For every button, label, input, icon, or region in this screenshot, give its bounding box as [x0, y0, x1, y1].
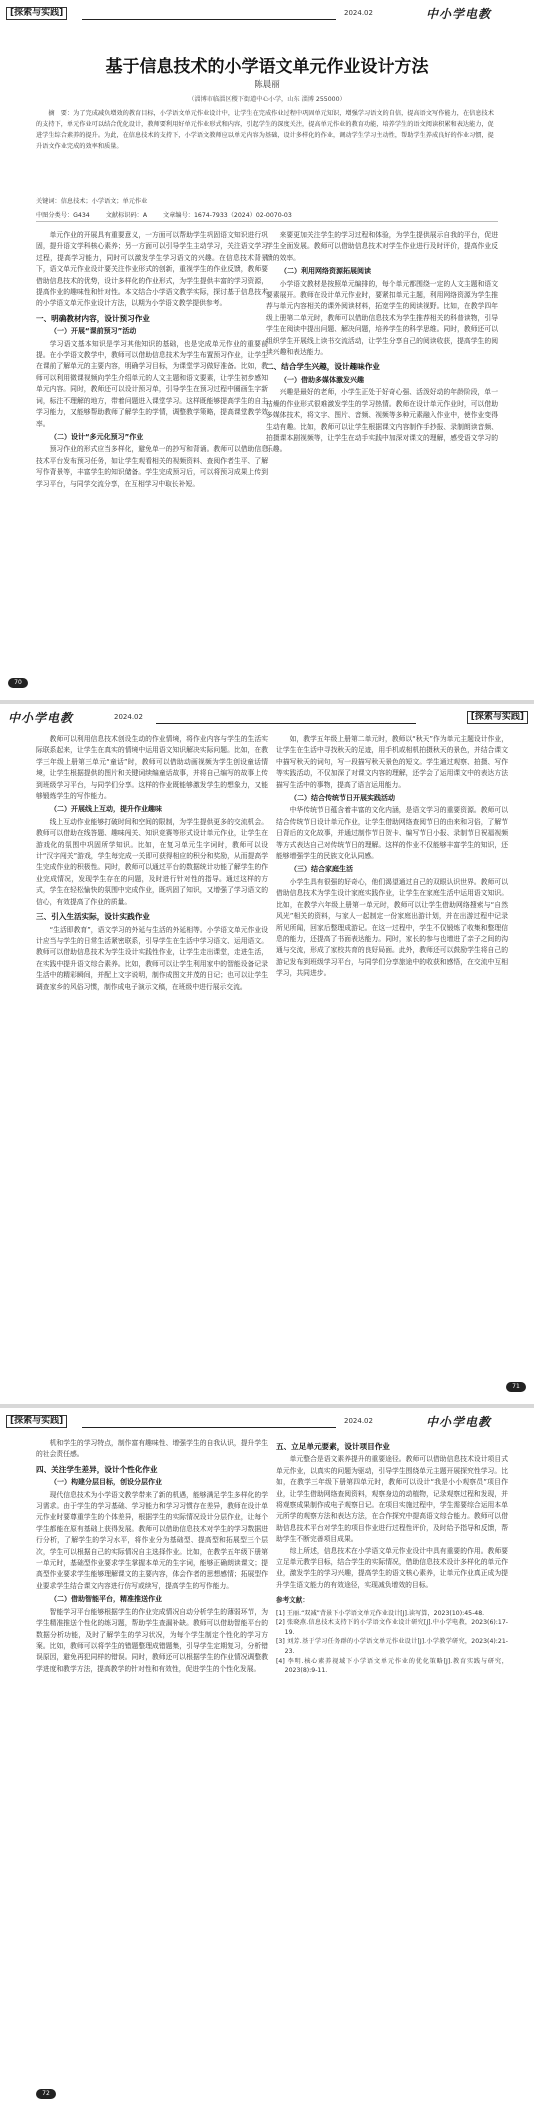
text-column-left — [36, 734, 268, 1384]
magazine-logo: 中小学电教 — [8, 711, 74, 725]
paper-title: 基于信息技术的小学语文单元作业设计方法 — [105, 57, 429, 77]
reference-entry: [4] 李明.核心素养视域下小学语文单元作业的优化策略[J].教育实践与研究，2023(8):9-11. — [276, 1657, 508, 1675]
text-column-right — [276, 1438, 508, 2078]
page-2 — [0, 704, 534, 1404]
abstract-divider — [36, 221, 498, 222]
body-paragraph: 学习语文基本知识是学习其他知识的基础，也是完成单元作业的重要前提。在小学语文教学中，教师可以借助信息技术为学生布置预习作业，让学生在课前了解单元的主要内容，明确学习目标，为课堂学习做好准备。比如，教师可以利用微课视频向学生介绍单元的人文主题和语文要素，让学生初步感知单元内容。同时，教师还可以设计预习单，引导学生在预习过程中圈画生字新词，标注不理解的地方，带着问题进入课堂学习。这样既能够提高学生的自主学习能力，又能够帮助教师了解学生的学情，调整教学策略，提高课堂教学效率。 — [36, 339, 268, 428]
references-heading: 参考文献： — [276, 1596, 309, 1605]
text-column-left — [36, 230, 268, 670]
abstract-text: 摘 要：为了完成减负增效的教育目标，小学语文单元作业设计中，让学生在完成作业过程中巩固单元知识，增强学习语文的自信，提高语文写作能力，在信息技术的支持下，单元作业可以结合优化设计，教师要利用好单元作业形式和内容，引起学生的深度关注，提高单元作业的教育功能，培养学生的语文阅读积累和表达能力，促进学生综合素养的提升。为此，在信息技术的支持下，小学语文教师应以单元内容为基础，设计多样化的作业，调动学生学习主动性，帮助学生养成良好的作业习惯，提升语文作业完成的效率和质量。 — [36, 110, 494, 150]
article-number: 文章编号：1674-7933（2024）02-0070-03 — [163, 212, 292, 219]
subsection-heading: （二）设计“多元化预习”作业 — [50, 432, 144, 441]
body-paragraph: 小学语文教材是按照单元编排的，每个单元都围绕一定的人文主题和语文要素展开。教师在设计单元作业时，要紧扣单元主题，利用网络资源为学生推荐与单元内容相关的课外阅读材料，拓宽学生的阅读视野。比如，在教学四年级上册第二单元时，教师可以借助信息技术为学生推荐相关的科普读物，引导学生在阅读中提出问题、解决问题，培养学生的科学思维。同时，教师还可以组织学生开展线上读书交流活动，让学生分享自己的阅读收获，提高学生的阅读兴趣和表达能力。 — [266, 279, 498, 357]
issue-date: 2024.02 — [114, 713, 143, 721]
section-tag: [探索与实践] — [6, 1415, 67, 1428]
page-1 — [0, 0, 534, 700]
page-header — [6, 1414, 528, 1429]
body-paragraph: 现代信息技术为小学语文教学带来了新的机遇，能够满足学生多样化的学习需求。由于学生的学习基础、学习能力和学习习惯存在差异，教师在设计单元作业时要尊重学生的个体差异，根据学生的实际情况设计分层作业，让每个学生都能在原有基础上获得发展。教师可以借助信息技术对学生的学习数据进行分析，了解学生的学习水平，将作业分为基础型、提高型和拓展型三个层次，学生可以根据自己的实际情况自主选择作业。比如，在教学五年级下册第一单元时，基础型作业要求学生掌握本单元的生字词，能够正确朗读课文；提高型作业要求学生能够理解课文的主要内容，体会作者的思想感情；拓展型作业要求学生结合课文内容进行仿写或续写，提高学生的写作能力。 — [36, 1490, 268, 1590]
body-paragraph: 线上互动作业能够打破时间和空间的限制，为学生提供更多的交流机会。教师可以借助在线答题、趣味闯关、知识竞赛等形式设计单元作业，让学生在游戏化的氛围中巩固所学知识。比如，在复习单元生字词时，教师可以设计“汉字闯关”游戏，学生每完成一关即可获得相应的积分和奖励，从而提高学生完成作业的积极性。同时，教师可以通过平台的数据统计功能了解学生的作业完成情况，发现学生存在的问题，及时进行针对性的指导。通过这样的方式，学生在轻松愉快的氛围中完成作业，既巩固了知识，又增强了学习语文的信心，有效提高了作业的质量。 — [36, 817, 268, 906]
page-number: 71 — [506, 1382, 526, 1392]
keywords: 关键词：信息技术；小学语文；单元作业 — [36, 198, 148, 205]
text-column-right — [276, 734, 508, 1384]
abstract — [36, 108, 498, 152]
subsection-heading: （三）结合家庭生活 — [290, 865, 353, 874]
header-rule — [82, 19, 336, 20]
reference-entry: [2] 张晓燕.信息技术支持下的小学语文作业设计研究[J].中小学电教，2023(6):17-19. — [276, 1619, 508, 1636]
section-heading: 三、引入生活实际，设计实践作业 — [36, 912, 150, 922]
header-rule — [156, 723, 416, 724]
header-rule — [82, 1427, 336, 1428]
subsection-heading: （二）借助智能平台，精准推送作业 — [50, 1595, 162, 1604]
text-column-left — [36, 1438, 268, 2078]
page-header — [6, 6, 528, 21]
section-heading: 四、关注学生差异，设计个性化作业 — [36, 1464, 158, 1474]
text-column-right — [266, 230, 498, 670]
subsection-heading: （二）利用网络资源拓展阅读 — [280, 267, 371, 276]
section-heading: 二、结合学生兴趣，设计趣味作业 — [266, 362, 380, 372]
body-paragraph: 中华传统节日蕴含着丰富的文化内涵，是语文学习的重要资源。教师可以结合传统节日设计单元作业，让学生借助网络查阅节日的由来和习俗，了解节日背后的文化故事，并通过制作节日贺卡、编写节日小报、录制节日祝福视频等方式表达自己对传统节日的理解。这样的作业不仅能够丰富学生的知识，还能够增强学生的民族文化认同感。 — [276, 806, 508, 861]
section-heading: 五、立足单元要素，设计项目作业 — [276, 1442, 390, 1451]
issue-date: 2024.02 — [344, 1417, 373, 1425]
section-heading: 一、明确教材内容，设计预习作业 — [36, 313, 150, 323]
body-paragraph: 兴趣是最好的老师，小学生正处于好奇心强、活泼好动的年龄阶段，单一枯燥的作业形式很难激发学生的学习热情。教师在设计单元作业时，可以借助多媒体技术，将文字、图片、音频、视频等多种元素融入作业中，使作业变得生动有趣。比如，教师可以让学生根据课文内容制作手抄报、录制朗读音频、拍摄课本剧视频等，让学生在动手实践中加深对课文的理解，感受语文学习的乐趣。 — [266, 388, 498, 454]
subsection-heading: （一）开展“课前预习”活动 — [50, 327, 137, 336]
subsection-heading: （一）构建分层目标，创设分层作业 — [50, 1478, 162, 1487]
document-code: 文献标识码：A — [105, 212, 148, 219]
body-paragraph: “生活即教育”，语文学习的外延与生活的外延相等。小学语文单元作业设计应当与学生的日常生活紧密联系，引导学生在生活中学习语文、运用语文。教师可以借助信息技术为学生设计实践性作业，让学生走出课堂，走进生活，在实践中提升语文综合素养。比如，教师可以让学生利用家中的智能设备记录生活中的精彩瞬间，并配上文字说明，制作成图文并茂的日记；也可以让学生调查家乡的风俗习惯，制作成电子演示文稿，在班级中进行展示交流。 — [36, 925, 268, 991]
body-paragraph: 智能学习平台能够根据学生的作业完成情况自动分析学生的薄弱环节，为学生精准推送个性化的练习题，帮助学生查漏补缺。教师可以借助智能平台的数据分析功能，及时了解学生的学习状况，为每个学生制定个性化的学习方案。比如，教师可以将学生的错题整理成错题集，引导学生定期复习，分析错误原因，避免再犯同样的错误。同时，教师还可以根据学生的作业情况调整教学进度和教学方法，提高教学的针对性和有效性，促进学生的个性化发展。 — [36, 1607, 268, 1673]
body-paragraph: 教师可以利用信息技术创设生动的作业情境，将作业内容与学生的生活实际联系起来，让学生在真实的情境中运用语文知识解决实际问题。比如，在教学三年级上册第三单元“童话”时，教师可以借助动画视频为学生创设童话情境，让学生根据提供的图片和关键词续编童话故事，并将自己编写的故事上传到班级学习平台，与同学们分享。这样的作业既能够激发学生的想象力，又能够锻炼学生的写作能力。 — [36, 735, 268, 801]
page-number: 72 — [36, 2089, 56, 2099]
body-paragraph: 来要更加关注学生的学习过程和体验，为学生提供展示自我的平台，促进学生全面发展。教师可以借助信息技术对学生作业进行及时评价，提高作业反馈的效率。 — [266, 231, 498, 262]
author-name: 陈晨丽 — [254, 80, 280, 90]
page-3 — [0, 1408, 534, 2111]
subsection-heading: （一）借助多媒体激发兴趣 — [280, 375, 364, 384]
issue-date: 2024.02 — [344, 9, 373, 17]
body-paragraph: 综上所述，信息技术在小学语文单元作业设计中具有重要的作用。教师要立足单元教学目标，结合学生的实际情况，借助信息技术设计多样化的单元作业，激发学生的学习兴趣，提高学生的语文核心素养，让单元作业真正成为提升学生语文能力的有效途径，实现减负增效的目标。 — [276, 1546, 508, 1589]
section-tag: [探索与实践] — [467, 711, 528, 724]
body-paragraph: 预习作业的形式应当多样化，避免单一的抄写和背诵。教师可以借助信息技术平台发布预习任务，如让学生观看相关的视频资料、查阅作者生平、了解写作背景等，丰富学生的知识储备。学生完成预习后，可以将预习成果上传到学习平台，与同学交流分享，在互相学习中取长补短。 — [36, 445, 268, 488]
subsection-heading: （二）结合传统节日开展实践活动 — [290, 794, 395, 803]
reference-entry: [1] 王丽.“双减”背景下小学语文单元作业设计[J].读写算，2023(10):45-48. — [276, 1609, 485, 1617]
author-affiliation: （淄博市临淄区稷下街道中心小学，山东 淄博 255000） — [188, 96, 346, 103]
body-paragraph: 机和学生的学习特点，制作富有趣味性、增强学生的自我认识，提升学生的社会责任感。 — [36, 1439, 268, 1459]
body-paragraph: 单元整合是语文素养提升的重要途径。教师可以借助信息技术设计项目式单元作业，以真实的问题为驱动，引导学生围绕单元主题开展探究性学习。比如，在教学三年级下册第四单元时，教师可以设计“我是小小观察员”项目作业，让学生借助网络查阅资料，观察身边的动植物，记录观察过程和发现，并将观察成果制作成电子观察日记。在项目实施过程中，学生需要综合运用本单元所学的观察方法和表达方法，在合作探究中提高语文综合能力。教师可以借助信息技术平台对学生的项目作业进行过程性评价，及时给予指导和反馈，帮助学生不断完善项目成果。 — [276, 1455, 508, 1544]
section-tag: [探索与实践] — [6, 7, 67, 20]
body-paragraph: 小学生具有很强的好奇心，他们渴望通过自己的双眼认识世界。教师可以借助信息技术为学生设计家庭实践作业，让学生在家庭生活中运用语文知识。比如，在教学六年级上册第一单元时，教师可以让学生借助网络搜索与“自然风光”相关的资料，与家人一起制定一份家庭出游计划，并在出游过程中记录所见所闻，回家后整理成游记。在这一过程中，学生不仅锻炼了收集和整理信息的能力，还提高了书面表达能力。同时，家长的参与也增进了亲子之间的沟通与交流，形成了家校共育的良好局面。此外，教师还可以鼓励学生将自己的游记发布到班级学习平台，与同学们分享旅途中的收获和感悟，在交流中互相学习，共同进步。 — [276, 877, 508, 978]
magazine-logo: 中小学电教 — [426, 1415, 492, 1429]
magazine-logo: 中小学电教 — [426, 7, 492, 21]
clc-number: 中图分类号：G434 — [36, 212, 90, 219]
classification-meta — [36, 210, 498, 219]
body-paragraph: 单元作业的开展具有重要意义，一方面可以帮助学生巩固语文知识进行巩固，提升语文学科核心素养；另一方面可以引导学生主动学习，关注语文学习过程，提高学习能力，同时可以激发学生学习语文的兴趣。在信息技术背景下，语文单元作业设计要关注作业形式的创新，重视学生的作业反馈，教师要借助信息技术的优势，设计多样化的作业形式，为学生提供丰富的学习资源，提高作业的趣味性和针对性。本文结合小学语文教学实际，探讨基于信息技术的小学语文单元作业设计方法，以期为小学语文教学提供参考。 — [36, 231, 268, 308]
subsection-heading: （二）开展线上互动，提升作业趣味 — [50, 805, 162, 814]
body-paragraph: 如，教学五年级上册第二单元时，教师以“秋天”作为单元主题设计作业，让学生在生活中寻找秋天的足迹，用手机或相机拍摄秋天的景色，并结合课文中描写秋天的词句，写一段描写秋天景色的短文。学生通过观察、拍摄、写作等实践活动，不仅加深了对课文内容的理解，还学会了运用课文中的表达方法描写生活中的事物，提高了语言运用能力。 — [276, 735, 508, 789]
reference-entry: [3] 刘芳.基于学习任务群的小学语文单元作业设计[J].小学教学研究，2023(4):21-23. — [276, 1638, 508, 1656]
page-number: 70 — [8, 678, 28, 688]
page-header — [6, 710, 528, 725]
